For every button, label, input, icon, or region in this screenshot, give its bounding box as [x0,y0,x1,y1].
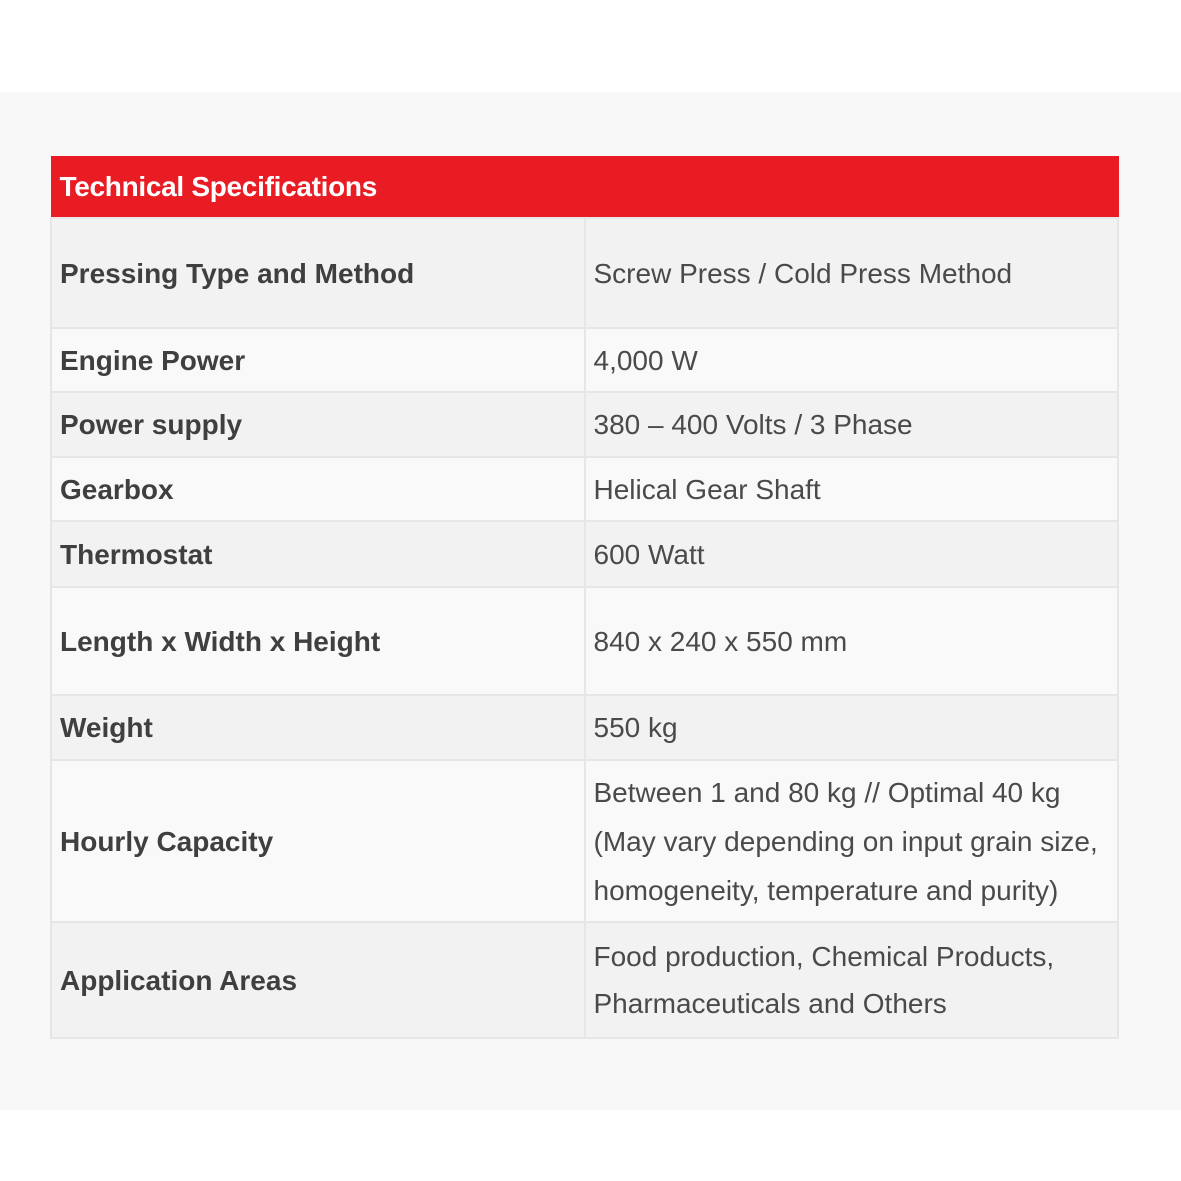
row-value [585,587,1119,695]
table-row [51,587,1118,695]
table-row [51,521,1118,587]
row-label: Length x Width x Height [51,587,585,695]
table-row [51,218,1118,328]
value-line: 600 Watt [593,538,705,570]
row-value [585,922,1119,1038]
value-line: Screw Press / Cold Press Method [593,257,1013,289]
row-label: Engine Power [51,328,585,392]
value-line: Food production, Chemical Products, Pharmaceuticals and Others [593,941,1055,1019]
table-row [51,328,1118,392]
row-value [585,457,1119,521]
row-label: Weight [51,695,585,760]
value-line: 380 – 400 Volts / 3 Phase [593,409,913,440]
row-label: Hourly Capacity [51,760,585,922]
row-value [585,218,1119,328]
row-label: Thermostat [51,521,585,587]
table-title: Technical Specifications [51,157,1118,219]
value-line: 840 x 240 x 550 mm [593,625,848,657]
value-line: Helical Gear Shaft [593,473,821,505]
table-row [51,760,1118,922]
row-value [585,695,1119,760]
table-row [51,457,1118,521]
row-value [585,521,1119,587]
row-label: Application Areas [51,922,585,1038]
technical-specifications-table [50,156,1119,1039]
row-label: Power supply [51,392,585,457]
value-line: 550 kg [593,712,678,743]
table-row [51,922,1118,1038]
value-line: Between 1 and 80 kg // Optimal 40 kg [593,776,1061,808]
table-row [51,695,1118,760]
row-label: Pressing Type and Method [51,218,585,328]
table-header-row [51,157,1118,219]
value-line: 4,000 W [593,344,698,376]
row-value [585,392,1119,457]
value-line: (May vary depending on input grain size, homogeneity, temperature and purity) [593,825,1098,906]
row-label: Gearbox [51,457,585,521]
row-value [585,760,1119,922]
row-value [585,328,1119,392]
table-row [51,392,1118,457]
